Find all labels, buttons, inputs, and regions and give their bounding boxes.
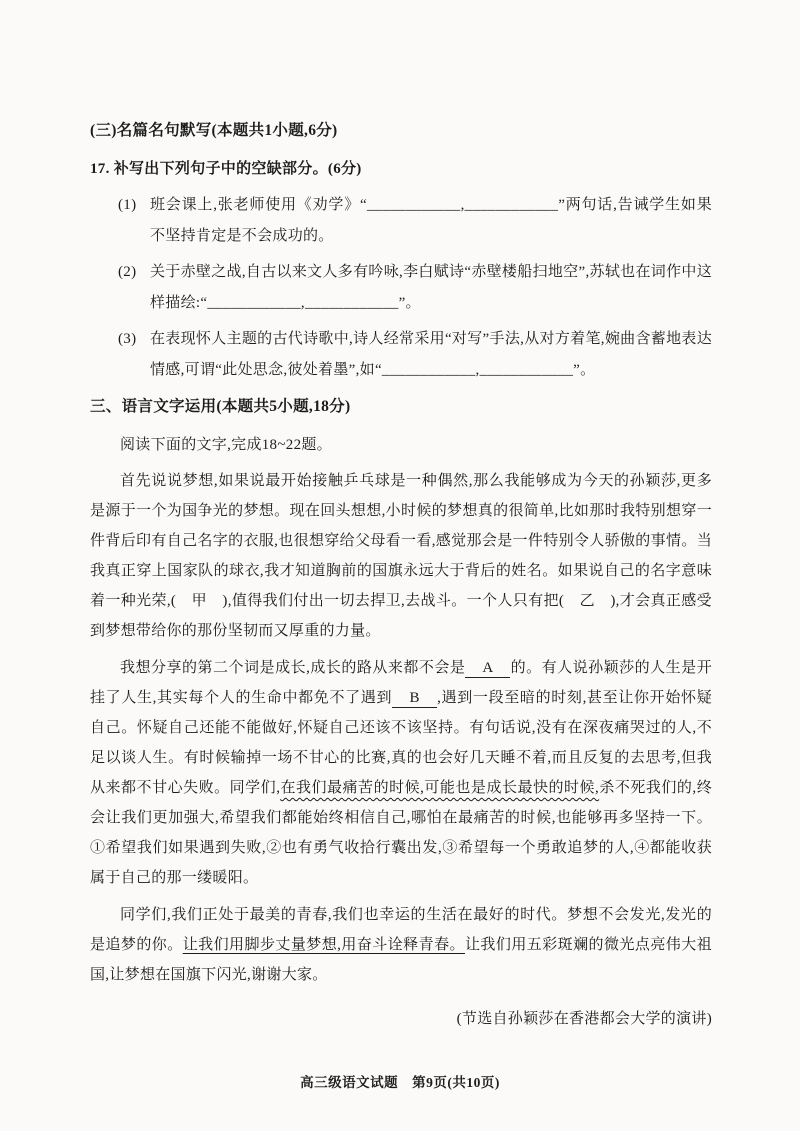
passage-paragraph-1: 首先说说梦想,如果说最开始接触乒乓球是一种偶然,那么我能够成为今天的孙颖莎,更多是源于一个为国争光的梦想。现在回头想想,小时候的梦想真的很简单,比如那时我特别想穿一件背后印有自己名字的衣服,也很想穿给父母看一看,感觉那会是一件特别令人骄傲的事情。当我真正穿上国家队的球衣,我才知道胸前的国旗永远大于背后的姓名。如果说自己的名字意味着一种光荣,( 甲 ),值得我们付出一切去捍卫,去战斗。一个人只有把( 乙 ),才会真正感受到梦想带给你的那份坚韧而又厚重的力量。	[90, 473, 712, 639]
para2-text-1: 我想分享的第二个词是成长,成长的路从来都不会是	[120, 660, 466, 676]
q17-item-1	[118, 190, 712, 252]
para2-blank-b: B	[392, 690, 437, 708]
para2-blank-a: A	[465, 660, 510, 678]
passage-paragraph-3	[90, 900, 712, 990]
para2-text-4: 杀不死我们的,终会让我们更加强大,希望我们都能始终相信自己,哪怕在最痛苦的时候,也能够再多坚持一下。①希望我们如果遇到失败,②也有勇气收拾行囊出发,③希望每一个勇敢追梦的人,④都能收获属于自己的那一缕暖阳。	[90, 780, 712, 886]
para3-text-2: 让我们用五彩斑斓的微光点亮伟大祖国,让梦想在国旗下闪光,谢谢大家。	[90, 937, 712, 983]
passage-attribution: (节选自孙颖莎在香港都会大学的演讲)	[456, 1011, 712, 1027]
q17-item-3-text: 在表现怀人主题的古代诗歌中,诗人经常采用“对写”手法,从对方着笔,婉曲含蓄地表达情感,可谓“此处思念,彼处着墨”,如“____________,____________”。	[150, 331, 712, 378]
para2-text-3: ,遇到一段至暗的时刻,甚至让你开始怀疑自己。怀疑自己还能不能做好,怀疑自己还该不该坚持。有句话说,没有在深夜痛哭过的人,不足以谈人生。有时候输掉一场不甘心的比赛,真的也会好几天睡不着,而且反复的去思考,但我从来都不甘心失败。同学们,	[90, 690, 712, 796]
q17-item-3-number: (3)	[118, 331, 137, 347]
q17-item-2	[118, 257, 712, 319]
page-footer: 高三级语文试题 第9页(共10页)	[300, 1075, 500, 1090]
q17-item-2-text: 关于赤壁之战,自古以来文人多有吟咏,李白赋诗“赤壁楼船扫地空”,苏轼也在词作中这样描绘:“____________,____________”。	[150, 264, 712, 311]
para3-underlined-slogan: 让我们用脚步丈量梦想,用奋斗诠释青春。	[182, 937, 465, 953]
passage-paragraph-2	[90, 653, 712, 893]
para2-text-2: 的。有人说孙颖莎的人生是开挂了人生,其实每个人的生命中都免不了遇到	[90, 660, 712, 706]
section-yuyan-heading: 三、语言文字运用(本题共5小题,18分)	[90, 398, 351, 415]
q17-item-1-text: 班会课上,张老师使用《劝学》“____________,____________”两句话,告诫学生如果不坚持肯定是不会成功的。	[150, 197, 712, 244]
q17-item-2-number: (2)	[118, 264, 137, 280]
section-moxie-heading: (三)名篇名句默写(本题共1小题,6分)	[90, 122, 338, 139]
passage-intro: 阅读下面的文字,完成18~22题。	[120, 437, 332, 453]
q17-stem: 17. 补写出下列句子中的空缺部分。(6分)	[90, 161, 362, 177]
para2-wavy-underline-text: 在我们最痛苦的时候,可能也是成长最快的时候,	[280, 780, 600, 796]
para3-text-1: 同学们,我们正处于最美的青春,我们也幸运的生活在最好的时代。梦想不会发光,发光的是追梦的你。	[90, 907, 712, 953]
q17-item-1-number: (1)	[118, 197, 137, 213]
q17-item-3	[118, 324, 712, 386]
